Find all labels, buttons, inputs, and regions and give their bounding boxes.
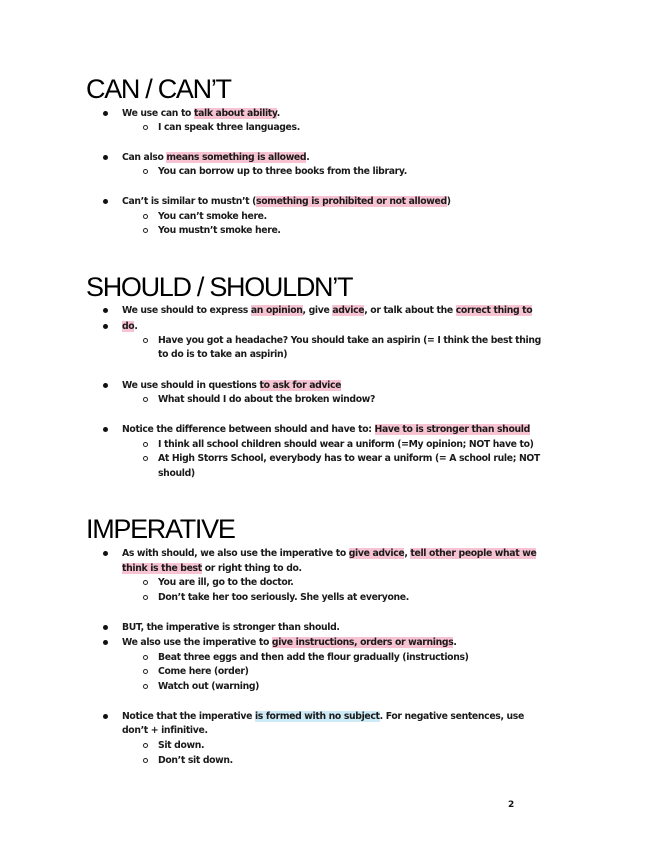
highlight: advice: [332, 305, 365, 316]
imperative-example-doctor: You are ill, go to the doctor.: [158, 577, 294, 588]
heading-should: SHOULD / SHOULDN’T: [86, 272, 353, 302]
highlight: talk about ability: [193, 108, 277, 119]
text: As with should, we also use the imperative to: [122, 548, 349, 559]
text: .: [453, 637, 457, 648]
text: .: [134, 321, 138, 332]
should-example-headache: Have you got a headache? You should take an aspirin (= I think the best thing: [158, 335, 541, 346]
should-example-uniform-rule-cont: should): [158, 468, 195, 479]
heading-can: CAN / CAN’T: [86, 74, 231, 104]
text: .: [306, 152, 310, 163]
highlight: think is the best: [122, 563, 202, 574]
should-example-uniform-rule: At High Storrs School, everybody has to wear a uniform (= A school rule; NOT: [158, 453, 540, 464]
highlight: do: [122, 321, 135, 332]
highlight: give instructions, orders or warnings: [271, 637, 454, 648]
text: We use can to: [122, 108, 194, 119]
highlight: to ask for advice: [259, 380, 342, 391]
text: Can also: [122, 152, 167, 163]
imperative-example-come: Come here (order): [158, 666, 249, 677]
text: ): [446, 196, 451, 207]
highlight: give advice: [348, 548, 405, 559]
can-bullet-ability: [122, 107, 280, 120]
imperative-example-eggs: Beat three eggs and then add the flour gradually (instructions): [158, 652, 469, 663]
highlight: correct thing to: [455, 305, 533, 316]
highlight: Have to is stronger than should: [374, 424, 530, 435]
imperative-example-watch: Watch out (warning): [158, 681, 260, 692]
imperative-example-dont-sit: Don’t sit down.: [158, 755, 233, 766]
heading-imperative: IMPERATIVE: [86, 514, 235, 544]
text: Can’t is similar to mustn’t (: [122, 196, 257, 207]
should-bullet-opinion: [122, 304, 532, 317]
should-bullet-questions: [122, 379, 341, 392]
text: Notice that the imperative: [122, 711, 255, 722]
imperative-example-sit: Sit down.: [158, 740, 205, 751]
text: , give: [302, 305, 333, 316]
highlight: something is prohibited or not allowed: [256, 196, 447, 207]
can-bullet-allowed: [122, 151, 309, 164]
imperative-bullet-no-subject-cont: don’t + infinitive.: [122, 725, 208, 736]
imperative-bullet-advice-cont: [122, 562, 302, 575]
mustnt-example-smoke: You mustn’t smoke here.: [158, 225, 281, 236]
text: .: [276, 108, 280, 119]
highlight: means something is allowed: [166, 152, 307, 163]
highlight: is formed with no subject: [254, 711, 380, 722]
can-example-library: You can borrow up to three books from the library.: [158, 166, 407, 177]
imperative-bullet-no-subject: [122, 710, 524, 723]
imperative-example-seriously: Don’t take her too seriously. She yells at everyone.: [158, 592, 409, 603]
should-bullet-difference: [122, 423, 530, 436]
imperative-bullet-stronger: BUT, the imperative is stronger than should.: [122, 622, 340, 633]
should-example-uniform-opinion: I think all school children should wear a uniform (=My opinion; NOT have to): [158, 439, 534, 450]
highlight: an opinion: [250, 305, 303, 316]
highlight: tell other people what we: [410, 548, 537, 559]
page-number: 2: [508, 800, 515, 810]
should-example-window: What should I do about the broken window?: [158, 394, 376, 405]
text: We use should to express: [122, 305, 251, 316]
cant-bullet-prohibited: [122, 195, 451, 208]
can-example-languages: I can speak three languages.: [158, 122, 300, 133]
text: We use should in questions: [122, 380, 260, 391]
text: Notice the difference between should and have to:: [122, 424, 375, 435]
imperative-bullet-advice: [122, 547, 536, 560]
text: . For negative sentences, use: [379, 711, 524, 722]
cant-example-smoke: You can’t smoke here.: [158, 211, 267, 222]
should-bullet-do: [122, 320, 138, 333]
should-example-headache-cont: to do is to take an aspirin): [158, 349, 288, 360]
imperative-bullet-instructions: [122, 636, 457, 649]
text: ,: [404, 548, 411, 559]
text: We also use the imperative to: [122, 637, 272, 648]
text: or right thing to do.: [201, 563, 302, 574]
text: , or talk about the: [364, 305, 456, 316]
